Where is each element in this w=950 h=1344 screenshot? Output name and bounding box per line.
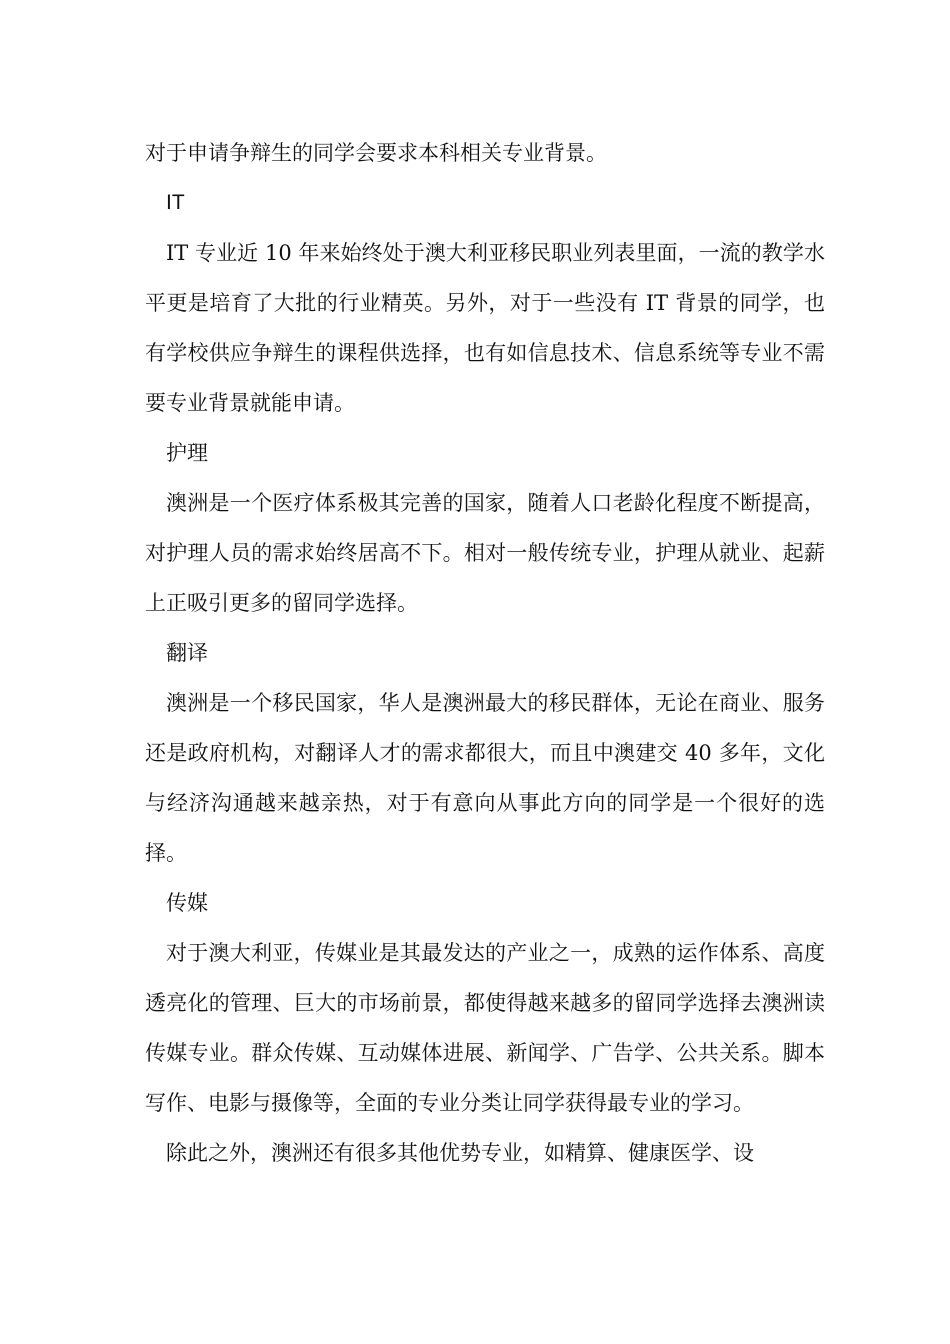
section-heading-media: 传媒 [166, 891, 208, 915]
paragraph-intro: 对于申请争辩生的同学会要求本科相关专业背景。 [145, 141, 607, 165]
paragraph-media: 对于澳大利亚，传媒业是其最发达的产业之一，成熟的运作体系、高度透亮化的管理、巨大的市场前景，都使得越来越多的留同学选择去澳洲读传媒专业。群众传媒、互动媒体进展、新闻学、广告学、公共关系。脚本写作、电影与摄像等，全面的专业分类让同学获得最专业的学习。 [145, 941, 825, 1115]
paragraph-translation: 澳洲是一个移民国家，华人是澳洲最大的移民群体，无论在商业、服务还是政府机构，对翻译人才的需求都很大，而且中澳建交 40 多年，文化与经济沟通越来越亲热，对于有意向从事此方向的同学是一个很好的选择。 [145, 691, 825, 865]
document-body [145, 128, 825, 1178]
paragraph-nursing: 澳洲是一个医疗体系极其完善的国家，随着人口老龄化程度不断提高，对护理人员的需求始终居高不下。相对一般传统专业，护理从就业、起薪上正吸引更多的留同学选择。 [145, 491, 825, 615]
section-heading-it: IT [166, 191, 185, 214]
section-heading-nursing: 护理 [166, 441, 208, 465]
section-heading-translation: 翻译 [166, 641, 208, 665]
paragraph-it: IT 专业近 10 年来始终处于澳大利亚移民职业列表里面，一流的教学水平更是培育了大批的行业精英。另外，对于一些没有 IT 背景的同学，也有学校供应争辩生的课程供选择，也有如信息技术、信息系统等专业不需要专业背景就能申请。 [145, 241, 825, 415]
paragraph-other: 除此之外，澳洲还有很多其他优势专业，如精算、健康医学、设 [166, 1141, 754, 1165]
